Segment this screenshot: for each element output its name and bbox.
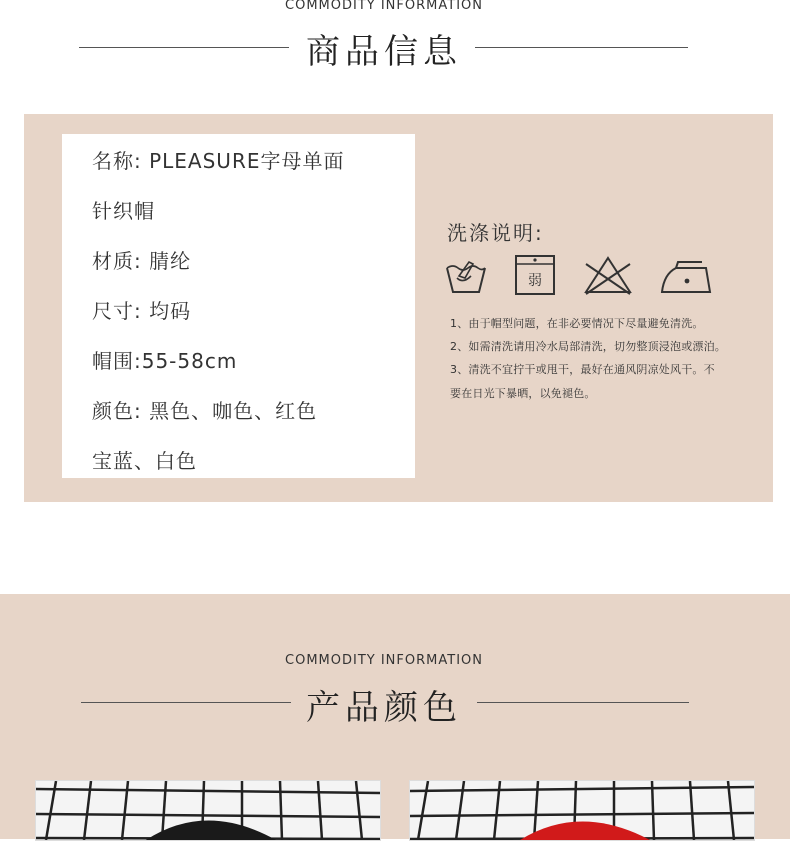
iron-icon (660, 254, 712, 296)
spec-name-cont: 针织帽 (92, 199, 155, 223)
washing-title: 洗涤说明: (447, 221, 544, 245)
wash-note-3: 3、清洗不宜拧干或甩干，最好在通风阴凉处风干。不 (450, 363, 715, 376)
section2-subtitle: COMMODITY INFORMATION (285, 653, 483, 668)
spec-material: 材质: 腈纶 (92, 249, 192, 273)
black-hat-photo[interactable] (35, 780, 381, 841)
wash-note-4: 要在日光下暴晒，以免褪色。 (450, 387, 596, 400)
tumble-dry-icon (514, 254, 556, 296)
section2-title: 产品颜色 (306, 688, 462, 728)
hand-wash-icon (445, 254, 487, 296)
red-hat-photo[interactable] (409, 780, 755, 841)
spec-colors-cont: 宝蓝、白色 (92, 449, 197, 473)
spec-size: 尺寸: 均码 (92, 299, 192, 323)
wash-note-1: 1、由于帽型问题，在非必要情况下尽量避免清洗。 (450, 317, 704, 330)
spec-colors: 颜色: 黑色、咖色、红色 (92, 399, 318, 423)
spec-name: 名称: PLEASURE字母单面 (92, 149, 345, 173)
no-bleach-icon (582, 254, 634, 296)
tumble-dry-icon-text: 弱 (528, 273, 542, 289)
section1-title: 商品信息 (306, 32, 462, 72)
spec-circumference: 帽围:55-58cm (92, 349, 238, 373)
section1-subtitle: COMMODITY INFORMATION (285, 0, 483, 13)
wash-note-2: 2、如需清洗请用冷水局部清洗，切勿整顶浸泡或漂泊。 (450, 340, 726, 353)
